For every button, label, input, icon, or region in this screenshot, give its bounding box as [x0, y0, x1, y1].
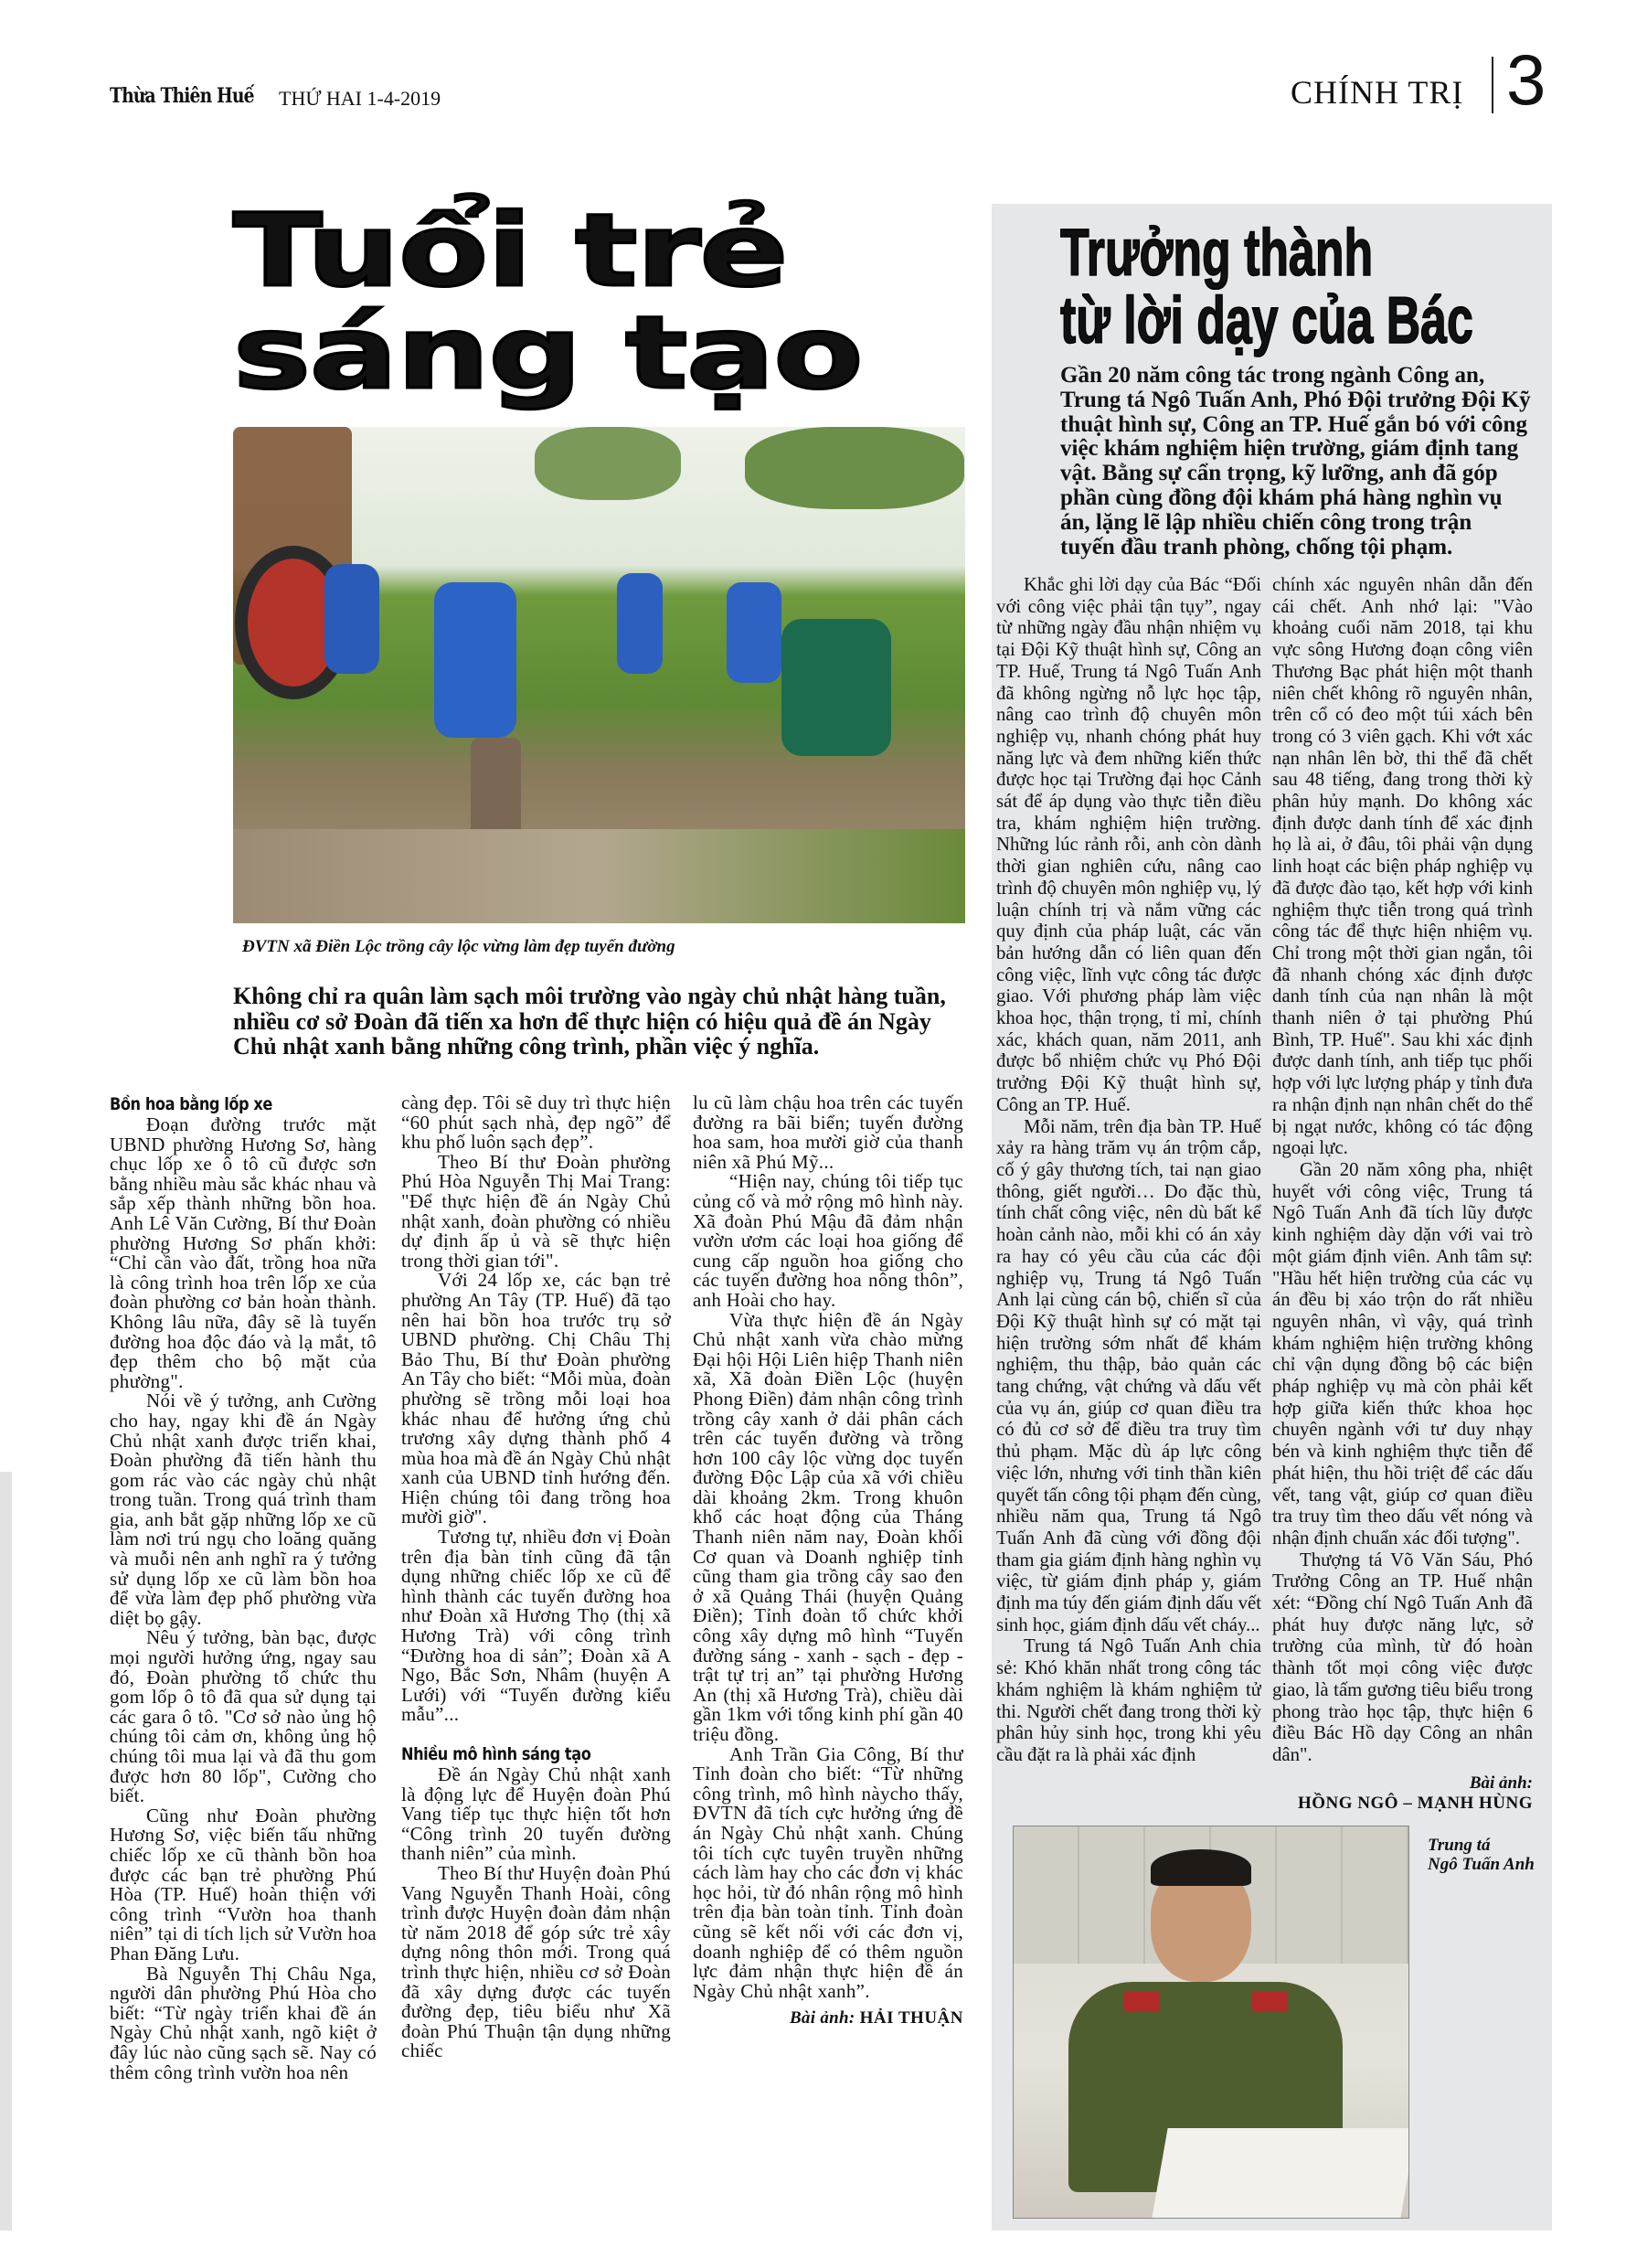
person-blue-shirt: [617, 573, 663, 674]
headline-line: Trưởng thành: [1060, 217, 1374, 290]
paragraph: Gần 20 năm xông pha, nhiệt huyết với công việc, Trung tá Ngô Tuấn Anh đã tích lũy được kinh nghiệm dày dặn với vai trò một giám định viên. Anh tâm sự: "Hầu hết hiện trường của các vụ án đều bị xáo trộn do rất nhiều nguyên nhân, vì vậy, quá trình khám nghiệm hiện trường không chỉ vận dụng đồng bộ các biện pháp nghiệp vụ mà còn phải kết hợp giữa kiến thức khoa học chuyên ngành với tư duy nhạy bén và kinh nghiệm thực tiễn để phát hiện, thu hồi triệt để các dấu vết, tang vật, giúp cơ quan điều tra truy tìm theo dấu vết nóng và nhận định chuẩn xác đối tượng".: [1272, 1158, 1533, 1549]
officer-portrait-photo: [1013, 1826, 1409, 2219]
paragraph: Trung tá Ngô Tuấn Anh chia sẻ: Khó khăn nhất trong công tác khám nghiệm là khám nghiệm tử thi. Người chết đang trong thời kỳ phân hủy sinh học, trong khi yêu cầu đặt ra là phải xác định: [996, 1635, 1261, 1765]
paragraph: Nói về ý tưởng, anh Cường cho hay, ngay khi đề án Ngày Chủ nhật xanh được triển khai, Đoàn phường đã tiến hành thu gom rác vào các ngày chủ nhật trong tuần. Trong quá trình tham gia, anh bắt gặp những lốp xe cũ làm nơi trú ngụ cho loăng quăng và muỗi nên anh nghĩ ra ý tưởng sử dụng lốp xe cũ làm bồn hoa để vừa làm đẹp phố phường vừa diệt bọ gậy.: [110, 1390, 377, 1629]
paragraph: lu cũ làm chậu hoa trên các tuyến đường ra bãi biển; tuyến đường hoa sam, hoa mười giờ của thanh niên xã Phú Mỹ...: [693, 1093, 963, 1173]
byline-label: Bài ảnh:: [789, 2008, 855, 2028]
paragraph: Theo Bí thư Đoàn phường Phú Hòa Nguyễn Thị Mai Trang: "Để thực hiện đề án Ngày Chủ nhật xanh, đoàn phường có nhiều dự định ấp ủ và sẽ thực hiện trong thời gian tới".: [401, 1150, 671, 1272]
photo-caption: ĐVTN xã Điền Lộc trồng cây lộc vừng làm đẹp tuyến đường: [242, 937, 675, 956]
paragraph: Khắc ghi lời dạy của Bác “Đối với công việc phải tận tụy”, ngay từ những ngày đầu nhận nhiệm vụ tại Đội Kỹ thuật hình sự, Công an TP. Huế, Trung tá Ngô Tuấn Anh đã không ngừng nỗ lực học tập, nâng cao trình độ chuyên môn nghiệp vụ, nhanh chóng phát huy năng lực và đem những kiến thức được học tại Trường đại học Cảnh sát để áp dụng vào thực tiễn điều tra, khám nghiệm hiện trường. Những lúc rảnh rỗi, anh còn dành thời gian nghiên cứu, nâng cao trình độ chuyên môn nghiệp vụ, lý luận chính trị và nắm vững các quy định của pháp luật, các văn bản hướng dẫn có liên quan đến công việc, lĩnh vực công tác được giao. Với phương pháp làm việc khoa học, thận trọng, tỉ mỉ, chính xác, khách quan, năm 2011, anh được bổ nhiệm chức vụ Phó Đội trưởng Đội Kỹ thuật hình sự, Công an TP. Huế.: [996, 574, 1261, 1115]
tree-planting-photo: [233, 427, 965, 923]
paragraph: Đoạn đường trước mặt UBND phường Hương Sơ, hàng chục lốp xe ô tô cũ được sơn bằng nhiều màu sắc khác nhau và sắp xếp thành những bồn hoa. Anh Lê Văn Cường, Bí thư Đoàn phường Hương Sơ phấn khởi: “Chỉ cần vào đất, trồng hoa nữa là công trình hoa trên lốp xe của đoàn phường cơ bản hoàn thành. Không lâu nữa, đây sẽ là tuyến đường hoa độc đáo và lạ mắt, tô đẹp thêm cho bộ mặt của phường".: [110, 1113, 377, 1392]
paragraph: Anh Trần Gia Công, Bí thư Tỉnh đoàn cho biết: “Từ những công trình, mô hình nàycho thấy, ĐVTN đã tích cực hưởng ứng đề án Ngày Chủ nhật xanh. Chúng tôi tích cực tuyên truyền những cách làm hay cho các đơn vị khác học hỏi, từ đó nhân rộng mô hình trên địa bàn toàn tỉnh. Tỉnh đoàn cũng sẽ kết nối với các đơn vị, doanh nghiệp để có thêm nguồn lực đảm nhận thực hiện đề án Ngày Chủ nhật xanh”.: [693, 1742, 963, 2002]
article2-headline: [1060, 219, 1634, 355]
byline-author: HẢI THUẬN: [859, 2008, 963, 2028]
page-number: 3: [1506, 39, 1546, 120]
article1-lead: Không chỉ ra quân làm sạch môi trường vào ngày chủ nhật hàng tuần, nhiều cơ sở Đoàn đã tiến xa hơn để thực hiện có hiệu quả đề án Ngày Chủ nhật xanh bằng những công trình, phần việc ý nghĩa.: [233, 983, 946, 1059]
article1-column-3: [693, 1093, 963, 2218]
section-name: CHÍNH TRỊ: [1291, 74, 1464, 111]
byline-label: Bài ảnh:: [1469, 1773, 1533, 1793]
documents-on-desk: [1152, 2128, 1409, 2218]
article2-lead: Gần 20 năm công tác trong ngành Công an, Trung tá Ngô Tuấn Anh, Phó Đội trưởng Đội Kỹ thuật hình sự, Công an TP. Huế gắn bó với công việc khám nghiệm hiện trường, giám định tang vật. Bằng sự cẩn trọng, kỹ lưỡng, anh đã góp phần cùng đồng đội khám phá hàng nghìn vụ án, lặng lẽ lập nhiều chiến công trong trận tuyến đầu tranh phòng, chống tội phạm.: [1060, 363, 1531, 559]
page-edge-strip: [0, 1472, 12, 2231]
paragraph: càng đẹp. Tôi sẽ duy trì thực hiện “60 phút sạch nhà, đẹp ngõ” để khu phố luôn sạch đẹp”.: [401, 1093, 671, 1154]
headline-line: Tuổi trẻ: [233, 192, 788, 309]
article1-column-2: [401, 1093, 671, 2190]
portrait-caption: [1428, 1836, 1535, 1874]
paragraph: Thượng tá Võ Văn Sáu, Phó Trưởng Công an TP. Huế nhận xét: “Đồng chí Ngô Tuấn Anh đã phát huy được năng lực, sở trường của mình, từ đó hoàn thành tốt mọi công việc được giao, là tấm gương tiêu biểu trong phong trào học tập, thực hiện 6 điều Bác Hồ dạy Công an nhân dân".: [1272, 1549, 1533, 1765]
article2-column-2: [1272, 574, 1533, 1819]
person-blue-shirt: [434, 582, 516, 738]
paragraph: Theo Bí thư Huyện đoàn Phú Vang Nguyễn Thanh Hoài, công trình được Huyện đoàn đảm nhận từ năm 2018 để góp sức trẻ xây dựng nông thôn mới. Trong quá trình thực hiện, nhiều cơ sở Đoàn đã xây dựng được các tuyến đường đẹp, tiêu biểu như Xã đoàn Phú Thuận tận dụng những chiếc: [401, 1861, 671, 2062]
headline-line: sáng tạo: [233, 294, 863, 411]
dirt-road: [233, 829, 965, 923]
article1-headline: [233, 192, 863, 411]
tree-canopy: [745, 427, 964, 509]
paragraph: Cũng như Đoàn phường Hương Sơ, việc biến tấu những chiếc lốp xe cũ thành bồn hoa được các bạn trẻ phường Phú Hòa (TP. Huế) hoàn thiện với công trình “Vườn hoa thanh niên” tại di tích lịch sử Vườn hoa Phan Đăng Lưu.: [110, 1804, 377, 1965]
paragraph: chính xác nguyên nhân dẫn đến cái chết. Anh nhớ lại: "Vào khoảng cuối năm 2018, tại khu vực sông Hương đoạn công viên Thương Bạc phát hiện một thanh niên chết không rõ nguyên nhân, trên cổ có đeo một túi xách bên trong có 3 viên gạch. Khi vớt xác nạn nhân lên bờ, thi thể đã chết sau 48 tiếng, đang trong thời kỳ phân hủy mạnh. Do không xác định được danh tính để xác định họ là ai, ở đâu, tôi phải vận dụng linh hoạt các biện pháp nghiệp vụ đã được đào tạo, kết hợp với kinh nghiệm thực tiễn trong quá trình công tác để thực hiện nhiệm vụ. Chỉ trong một thời gian ngắn, tôi đã nhanh chóng xác định được danh tính của nạn nhân là một thanh niên ở tại phường Phú Bình, TP. Huế". Sau khi xác định được danh tính, anh tiếp tục phối hợp với lực lượng pháp y tỉnh đưa ra nhận định nạn nhân chết do thể bị ngạt nước, không có tác động ngoại lực.: [1272, 574, 1533, 1159]
officer-hair: [1151, 1849, 1251, 1886]
byline: [693, 2008, 963, 2028]
person-green-uniform: [781, 619, 891, 756]
masthead: Thừa Thiên Huế: [110, 84, 254, 108]
paragraph: Với 24 lốp xe, các bạn trẻ phường An Tây (TP. Huế) đã tạo nên hai bồn hoa trước trụ sở UBND phường. Chị Châu Thị Bảo Thu, Bí thư Đoàn phường An Tây cho biết: “Mỗi mùa, đoàn phường sẽ trồng mỗi loại hoa khác nhau để hưởng ứng chủ trương xây dựng thành phố 4 mùa hoa mà đề án Ngày Chủ nhật xanh của UBND tỉnh hướng đến. Hiện chúng tôi đang trồng hoa mười giờ".: [401, 1269, 671, 1528]
paragraph: “Hiện nay, chúng tôi tiếp tục củng cố và mở rộng mô hình này. Xã đoàn Phú Mậu đã đảm nhận vườn ươm các loại hoa giống để cung cấp nguồn hoa giống cho các tuyến đường hoa nông thôn”, anh Hoài cho hay.: [693, 1170, 963, 1311]
caption-line: Trung tá: [1428, 1836, 1491, 1855]
issue-date: THỨ HAI 1-4-2019: [279, 87, 441, 110]
collar-badge: [1251, 1991, 1288, 2011]
paragraph: Đề án Ngày Chủ nhật xanh là động lực để Huyện đoàn Phú Vang tiếp tục thực hiện tốt hơn “Công trình 20 tuyến đường thanh niên” của mình.: [401, 1763, 671, 1865]
subheading: Bồn hoa bằng lốp xe: [110, 1094, 272, 1114]
subheading: Nhiều mô hình sáng tạo: [401, 1744, 591, 1764]
paragraph: Nêu ý tưởng, bàn bạc, được mọi người hưởng ứng, ngay sau đó, Đoàn phường tổ chức thu gom lốp ô tô đã qua sử dụng tại các gara ô tô. "Cơ sở nào ủng hộ chúng tôi cảm ơn, không ủng hộ chúng tôi mua lại và đã thu gom được hơn 80 lốp", Cường cho biết.: [110, 1626, 377, 1807]
byline: [1272, 1773, 1533, 1814]
collar-badge: [1123, 1991, 1160, 2011]
person-blue-shirt: [727, 582, 781, 683]
byline-author: HỒNG NGÔ – MẠNH HÙNG: [1298, 1793, 1533, 1813]
caption-line: Ngô Tuấn Anh: [1428, 1855, 1535, 1874]
header-divider: [1492, 57, 1493, 113]
paragraph: Tương tự, nhiều đơn vị Đoàn trên địa bàn tỉnh cũng đã tận dụng những chiếc lốp xe cũ để hình thành các tuyến đường hoa như Đoàn xã Hương Thọ (thị xã Hương Trà) với công trình “Đường hoa di sản”; Đoàn xã A Ngo, Bắc Sơn, Nhâm (huyện A Lưới) với “Tuyến đường kiểu mẫu”...: [401, 1526, 671, 1726]
headline-line: từ lời dạy của Bác: [1060, 284, 1473, 357]
article1-column-1: [110, 1093, 377, 2190]
paragraph: Bà Nguyễn Thị Châu Nga, người dân phường Phú Hòa cho biết: “Từ ngày triển khai đề án Ngày Chủ nhật xanh, ngõ kiệt ở đây lúc nào cũng sạch sẽ. Nay có thêm công trình vườn hoa nên: [110, 1962, 377, 2083]
paragraph: Mỗi năm, trên địa bàn TP. Huế xảy ra hàng trăm vụ án trộm cắp, cố ý gây thương tích, tai nạn giao thông, giết người… Do đặc thù, tính chất công việc, nên dù bất kể hoàn cảnh nào, mỗi khi có án xảy ra hay có yêu cầu của các đội nghiệp vụ, Trung tá Ngô Tuấn Anh lại cùng cán bộ, chiến sĩ của Đội Kỹ thuật hình sự có mặt tại hiện trường sớm nhất để khám nghiệm, thu thập, bảo quản các tang chứng, vật chứng và dấu vết của vụ án, giúp cơ quan điều tra có đủ cơ sở để điều tra truy tìm thủ phạm. Mặc dù áp lực công việc lớn, nhưng với tinh thần kiên quyết tấn công tội phạm đến cùng, nhiều năm qua, Trung tá Ngô Tuấn Anh đã cùng với đồng đội tham gia giám định hàng nghìn vụ việc, từ giám định pháp y, giám định ma túy đến giám định dấu vết sinh học, giám định dấu vết cháy...: [996, 1115, 1261, 1635]
article2-column-1: [996, 574, 1261, 1819]
tree-canopy: [535, 427, 681, 500]
person-blue-shirt: [324, 564, 379, 674]
paragraph: Vừa thực hiện đề án Ngày Chủ nhật xanh vừa chào mừng Đại hội Hội Liên hiệp Thanh niên xã, Xã đoàn Điền Lộc (huyện Phong Điền) đảm nhận công trình trồng cây xanh ở dải phân cách trên các tuyến đường và trồng hơn 100 cây lộc vừng dọc tuyến đường Độc Lập của xã với chiều dài khoảng 2km. Trong khuôn khổ các hoạt động của Tháng Thanh niên năm nay, Đoàn khối Cơ quan và Doanh nghiệp tỉnh cũng tham gia trồng cây sao đen ở xã Quảng Thái (huyện Quảng Điền); Tỉnh đoàn tổ chức khởi công xây dựng mô hình “Tuyến đường sáng - xanh - sạch - đẹp - trật tự trị an” tại phường Hương An (thị xã Hương Trà), chiều dài gần 1km với tổng kinh phí gần 40 triệu đồng.: [693, 1308, 963, 1745]
